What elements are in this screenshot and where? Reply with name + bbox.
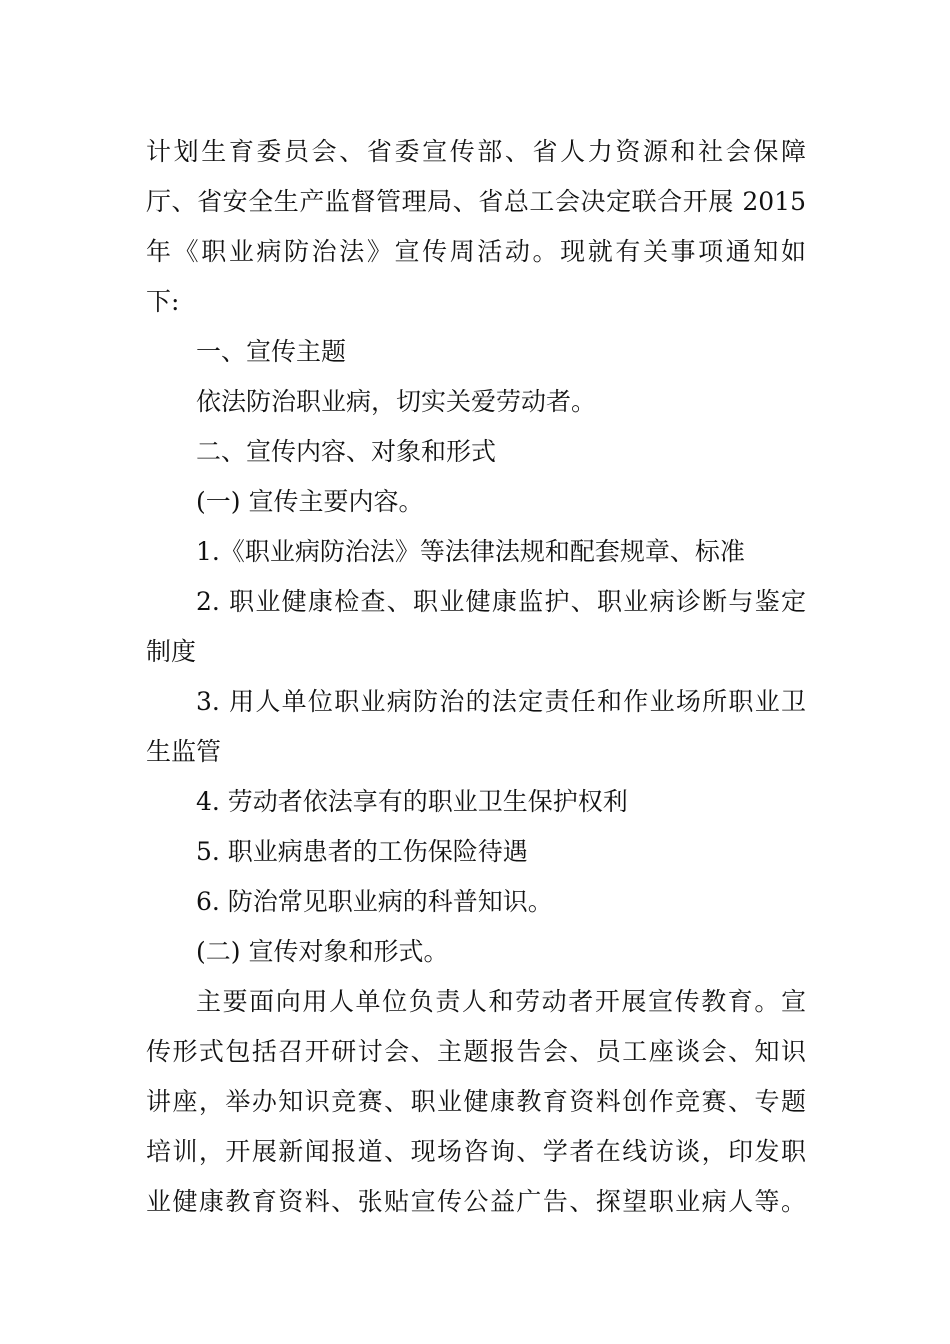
section-heading-content: 二、宣传内容、对象和形式: [196, 437, 497, 466]
paragraph-audience-line-5: 业健康教育资料、张贴宣传公益广告、探望职业病人等。: [146, 1187, 806, 1216]
paragraph-intro-line-4: 下:: [146, 287, 180, 316]
list-item-2-line-2: 制度: [146, 637, 197, 666]
paragraph-audience-line-2: 传形式包括召开研讨会、主题报告会、员工座谈会、知识: [146, 1037, 806, 1066]
list-item-5: 5. 职业病患者的工伤保险待遇: [196, 837, 528, 866]
paragraph-audience-line-1: 主要面向用人单位负责人和劳动者开展宣传教育。宣: [196, 987, 806, 1016]
section-heading-theme: 一、宣传主题: [196, 337, 347, 366]
paragraph-audience-line-3: 讲座，举办知识竞赛、职业健康教育资料创作竞赛、专题: [146, 1087, 806, 1116]
paragraph-intro-line-1: 计划生育委员会、省委宣传部、省人力资源和社会保障: [146, 137, 806, 166]
paragraph-intro-line-3: 年《职业病防治法》宣传周活动。现就有关事项通知如: [146, 237, 806, 266]
list-item-6: 6. 防治常见职业病的科普知识。: [196, 887, 553, 916]
list-item-3-line-1: 3. 用人单位职业病防治的法定责任和作业场所职业卫: [196, 687, 806, 716]
theme-text: 依法防治职业病，切实关爱劳动者。: [196, 387, 597, 416]
subheading-main-content: (一) 宣传主要内容。: [196, 487, 424, 516]
subheading-audience-form: (二) 宣传对象和形式。: [196, 937, 449, 966]
list-item-1: 1.《职业病防治法》等法律法规和配套规章、标准: [196, 537, 745, 566]
list-item-4: 4. 劳动者依法享有的职业卫生保护权利: [196, 787, 628, 816]
list-item-2-line-1: 2. 职业健康检查、职业健康监护、职业病诊断与鉴定: [196, 587, 806, 616]
paragraph-intro-line-2: 厅、省安全生产监督管理局、省总工会决定联合开展 2015: [146, 187, 806, 216]
list-item-3-line-2: 生监管: [146, 737, 222, 766]
paragraph-audience-line-4: 培训，开展新闻报道、现场咨询、学者在线访谈，印发职: [146, 1137, 806, 1166]
